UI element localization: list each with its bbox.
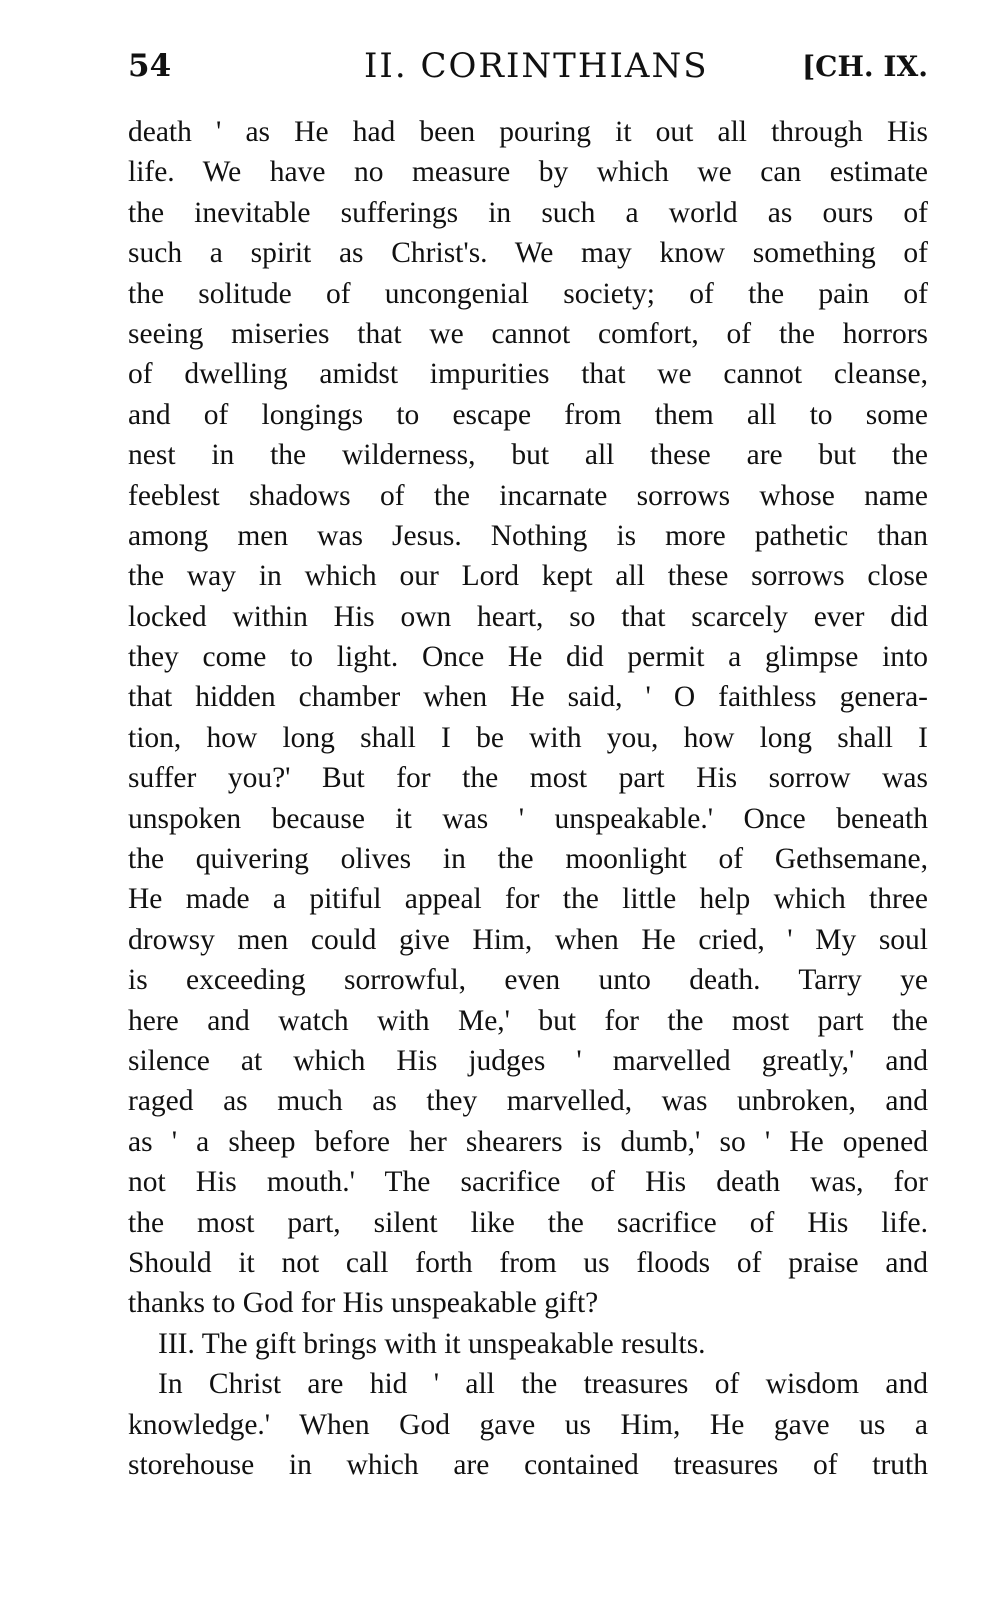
text-line: of dwelling amidst impurities that we cannot cleanse, (128, 358, 928, 391)
text-line: storehouse in which are contained treasures of truth (128, 1448, 928, 1481)
text-line: drowsy men could give Him, when He cried, ' My soul (128, 923, 928, 956)
page-header (128, 48, 928, 94)
text-line: life. We have no measure by which we can estimate (128, 156, 928, 189)
body-text (128, 112, 928, 1485)
text-line: is exceeding sorrowful, even unto death. Tarry ye (128, 964, 928, 997)
paragraph-start-line: In Christ are hid ' all the treasures of wisdom and (158, 1368, 928, 1401)
text-line: death ' as He had been pouring it out all through His (128, 116, 928, 148)
text-line: silence at which His judges ' marvelled greatly,' and (128, 1044, 928, 1077)
text-line: the way in which our Lord kept all these sorrows close (128, 560, 928, 593)
text-line: the solitude of uncongenial society; of the pain of (128, 277, 928, 310)
text-line: suffer you?' But for the most part His sorrow was (128, 762, 928, 795)
text-line: unspoken because it was ' unspeakable.' Once beneath (128, 802, 928, 835)
text-line: the most part, silent like the sacrifice of His life. (128, 1206, 928, 1239)
text-line: the quivering olives in the moonlight of Gethsemane, (128, 843, 928, 876)
text-line: that hidden chamber when He said, ' O faithless genera- (128, 681, 928, 714)
page-number: 54 (128, 48, 172, 84)
text-line: feeblest shadows of the incarnate sorrows whose name (128, 479, 928, 512)
text-line: and of longings to escape from them all to some (128, 398, 928, 431)
text-line: tion, how long shall I be with you, how long shall I (128, 721, 928, 754)
text-line: knowledge.' When God gave us Him, He gave us a (128, 1408, 928, 1441)
text-line: here and watch with Me,' but for the most part the (128, 1004, 928, 1037)
text-line: they come to light. Once He did permit a glimpse into (128, 641, 928, 674)
text-line: the inevitable sufferings in such a world as ours of (128, 196, 928, 229)
running-title: II. CORINTHIANS (364, 46, 709, 86)
text-line: such a spirit as Christ's. We may know something of (128, 237, 928, 270)
text-line: He made a pitiful appeal for the little help which three (128, 883, 928, 916)
text-line: seeing miseries that we cannot comfort, of the horrors (128, 317, 928, 350)
text-line: nest in the wilderness, but all these are but the (128, 439, 928, 472)
text-line: locked within His own heart, so that scarcely ever did (128, 600, 928, 633)
text-line: Should it not call forth from us floods of praise and (128, 1246, 928, 1279)
section-heading-line: III. The gift brings with it unspeakable results. (158, 1327, 706, 1360)
paragraph-end-line: thanks to God for His unspeakable gift? (128, 1287, 599, 1320)
text-line: raged as much as they marvelled, was unbroken, and (128, 1085, 928, 1118)
text-line: not His mouth.' The sacrifice of His death was, for (128, 1166, 928, 1199)
text-line: among men was Jesus. Nothing is more pathetic than (128, 519, 928, 552)
chapter-marker: [CH. IX. (801, 50, 928, 83)
text-line: as ' a sheep before her shearers is dumb,' so ' He opened (128, 1125, 928, 1158)
